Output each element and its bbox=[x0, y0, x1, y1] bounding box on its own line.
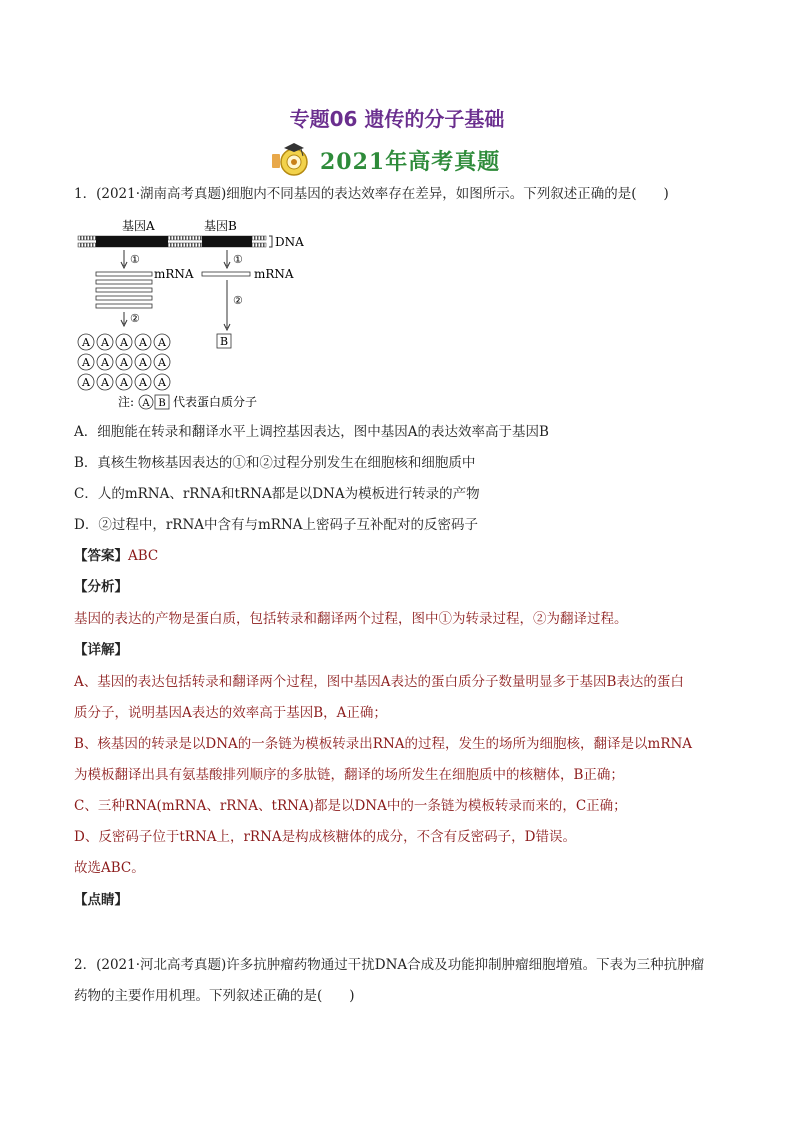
question-2-stem-line: 2．(2021·河北高考真题)许多抗肿瘤药物通过干扰DNA合成及功能抑制肿瘤细胞增殖。下表为三种抗肿瘤 bbox=[74, 957, 705, 973]
gene-a-label: 基因A bbox=[122, 219, 155, 233]
detail-line: 故选ABC。 bbox=[74, 860, 145, 876]
note-a-letter: A bbox=[142, 398, 150, 409]
protein-a-letter: A bbox=[158, 356, 166, 369]
option-d: D．②过程中，rRNA中含有与mRNA上密码子互补配对的反密码子 bbox=[74, 517, 479, 533]
detail-line: 为模板翻译出具有氨基酸排列顺序的多肽链，翻译的场所发生在细胞质中的核糖体，B正确； bbox=[74, 767, 624, 783]
option-b: B．真核生物核基因表达的①和②过程分别发生在细胞核和细胞质中 bbox=[74, 455, 476, 471]
comment-label: 【点睛】 bbox=[74, 892, 128, 908]
step1-right: ① bbox=[233, 253, 243, 266]
page-title: 专题06 遗传的分子基础 bbox=[289, 107, 505, 131]
detail-line: 质分子，说明基因A表达的效率高于基因B，A正确； bbox=[74, 705, 387, 721]
banner-text: 2021年高考真题 bbox=[320, 149, 501, 175]
answer-row bbox=[74, 546, 734, 566]
protein-a-letter: A bbox=[120, 376, 128, 389]
protein-a-letter: A bbox=[139, 376, 147, 389]
protein-a-letter: A bbox=[101, 376, 109, 389]
mascot-badge-icon bbox=[270, 140, 314, 180]
mrna-left-label: mRNA bbox=[154, 267, 194, 281]
step2-right: ② bbox=[233, 294, 243, 307]
protein-a-letter: A bbox=[82, 376, 90, 389]
protein-a-letter: A bbox=[120, 336, 128, 349]
step1-left: ① bbox=[130, 253, 140, 266]
note-b-letter: B bbox=[158, 398, 166, 409]
protein-a-letter: A bbox=[82, 356, 90, 369]
gene-expression-figure bbox=[74, 212, 324, 412]
protein-a-letter: A bbox=[101, 336, 109, 349]
detail-label: 【详解】 bbox=[74, 642, 128, 658]
analysis-text: 基因的表达的产物是蛋白质，包括转录和翻译两个过程，图中①为转录过程，②为翻译过程。 bbox=[74, 611, 628, 627]
gene-b-segment bbox=[202, 236, 252, 247]
analysis-label: 【分析】 bbox=[74, 579, 128, 595]
protein-a-letter: A bbox=[158, 336, 166, 349]
gene-a-segment bbox=[96, 236, 168, 247]
protein-a-letter: A bbox=[139, 336, 147, 349]
mrna-stack-a bbox=[96, 272, 152, 308]
protein-a-letter: A bbox=[82, 336, 90, 349]
protein-a-letter: A bbox=[139, 356, 147, 369]
mrna-b bbox=[202, 272, 250, 276]
protein-a-letter: A bbox=[158, 376, 166, 389]
detail-line: A、基因的表达包括转录和翻译两个过程，图中基因A表达的蛋白质分子数量明显多于基因B表达的蛋白 bbox=[74, 674, 684, 690]
question-1-stem: 1．(2021·湖南高考真题)细胞内不同基因的表达效率存在差异，如图所示。下列叙述正确的是( ) bbox=[74, 186, 669, 202]
detail-line: D、反密码子位于tRNA上，rRNA是构成核糖体的成分，不含有反密码子，D错误。 bbox=[74, 829, 576, 845]
detail-line: B、核基因的转录是以DNA的一条链为模板转录出RNA的过程，发生的场所为细胞核，翻译是以mRNA bbox=[74, 736, 693, 752]
answer-value: ABC bbox=[128, 548, 159, 564]
section-banner bbox=[270, 140, 540, 180]
note-suffix: 代表蛋白质分子 bbox=[173, 395, 258, 409]
protein-a-letter: A bbox=[120, 356, 128, 369]
gene-b-label: 基因B bbox=[204, 219, 237, 233]
option-c: C．人的mRNA、rRNA和tRNA都是以DNA为模板进行转录的产物 bbox=[74, 486, 480, 502]
mrna-right-label: mRNA bbox=[254, 267, 294, 281]
protein-b-letter: B bbox=[219, 335, 229, 348]
detail-line: C、三种RNA(mRNA、rRNA、tRNA)都是以DNA中的一条链为模板转录而来的，C正确； bbox=[74, 798, 627, 814]
answer-label: 【答案】 bbox=[74, 548, 128, 564]
dna-label: DNA bbox=[275, 235, 304, 249]
option-a: A．细胞能在转录和翻译水平上调控基因表达，图中基因A的表达效率高于基因B bbox=[74, 424, 549, 440]
question-2-stem-line: 药物的主要作用机理。下列叙述正确的是( ) bbox=[74, 988, 355, 1004]
protein-a-letter: A bbox=[101, 356, 109, 369]
step2-left: ② bbox=[130, 312, 140, 325]
note-prefix: 注: bbox=[118, 395, 135, 409]
protein-a-grid bbox=[78, 334, 170, 390]
